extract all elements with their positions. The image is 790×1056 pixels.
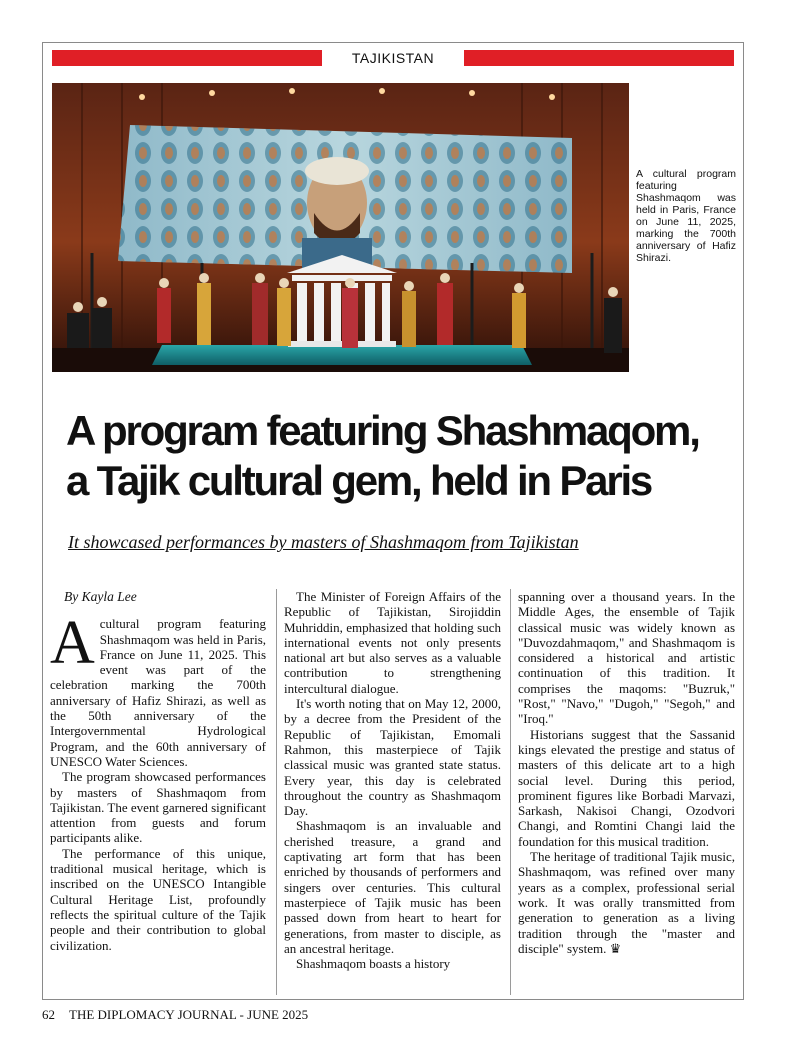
headline bbox=[66, 406, 736, 506]
paragraph: Historians suggest that the Sassanid kings elevated the prestige and status of masters of this delicate art to a high social level. During this period, prominent figures like Borbadi Marvazi, Sarkash, Nakisoi Changi, Ozodvori Changi, and Romtini Changi laid the foundation for this musical tradition. bbox=[518, 726, 735, 849]
paragraph: It's worth noting that on May 12, 2000, by a decree from the President of the Republic of Tajikistan, Emomali Rahmon, this masterpiece of Tajik classical music was granted state status. Every year, this day is celebrated throughout the country as Shashmaqom Day. bbox=[284, 696, 501, 819]
column-divider bbox=[276, 589, 277, 995]
page-number: 62 bbox=[42, 1007, 55, 1022]
publication-name: THE DIPLOMACY JOURNAL - JUNE 2025 bbox=[69, 1007, 309, 1022]
section-bar-right bbox=[464, 50, 734, 66]
subheadline: It showcased performances by masters of Shashmaqom from Tajikistan bbox=[68, 532, 579, 552]
paragraph: The heritage of traditional Tajik music, Shashmaqom, was refined over many years as a complex, professional serial work. It was orally transmitted from generation to generation as a living tradition through the "master and disciple" system. ♛ bbox=[518, 849, 735, 956]
drop-cap: A bbox=[50, 609, 95, 678]
byline: By Kayla Lee bbox=[64, 589, 137, 604]
section-label: TAJIKISTAN bbox=[351, 50, 435, 66]
paragraph: spanning over a thousand years. In the Middle Ages, the ensemble of Tajik classical music was widely known as "Duvozdahmaqom," and Shashmaqom is considered a historical and artistic continuation of this tradition. It comprises the maqoms: "Buzruk," "Rost," "Navo," "Dugoh," "Segoh," and "Iroq." bbox=[518, 589, 735, 727]
column-divider bbox=[510, 589, 511, 995]
article-photo bbox=[52, 83, 629, 372]
page-footer bbox=[42, 1007, 308, 1023]
section-header bbox=[52, 48, 734, 68]
paragraph: Acultural program featuring Shashmaqom was held in Paris, France on June 11, 2025. This event was part of the celebration marking the 700th anniversary of Hafiz Shirazi, as well as the 50th anniversary of the Intergovernmental Hydrological Program, and the 60th anniversary of UNESCO Water Sciences. bbox=[50, 609, 266, 769]
end-mark-icon: ♛ bbox=[609, 940, 622, 956]
paragraph: Shashmaqom boasts a history bbox=[296, 956, 451, 972]
paragraph: The Minister of Foreign Affairs of the Republic of Tajikistan, Sirojiddin Muhriddin, emphasized that holding such international events not only presents national art but also serves as a valuable contribution to strengthening intercultural dialogue. bbox=[284, 589, 501, 696]
article-column-1 bbox=[50, 589, 266, 953]
paragraph: The performance of this unique, traditional musical heritage, which is inscribed on the UNESCO Intangible Cultural Heritage List, profoundly reflects the spiritual culture of the Tajik people and their contribution to global civilization. bbox=[50, 845, 266, 953]
photo-caption: A cultural program featuring Shashmaqom was held in Paris, France on June 11, 2025, marking the 700th anniversary of Hafiz Shirazi. bbox=[636, 168, 736, 264]
headline-line-2: a Tajik cultural gem, held in Paris bbox=[66, 457, 652, 504]
headline-line-1: A program featuring Shashmaqom, bbox=[66, 407, 699, 454]
paragraph: Shashmaqom is an invaluable and cherished treasure, a grand and captivating art form that has been enriched by thousands of performers and singers over centuries. This cultural masterpiece of Tajik music has been passed down from heart to heart for generations, from master to disciple, as an ancestral heritage. bbox=[284, 818, 501, 956]
article-column-2 bbox=[284, 589, 501, 971]
section-bar-left bbox=[52, 50, 322, 66]
paragraph: The program showcased performances by masters of Shashmaqom from Tajikistan. The event garnered significant attention from guests and forum participants alike. bbox=[50, 769, 266, 846]
article-column-3 bbox=[518, 589, 735, 956]
